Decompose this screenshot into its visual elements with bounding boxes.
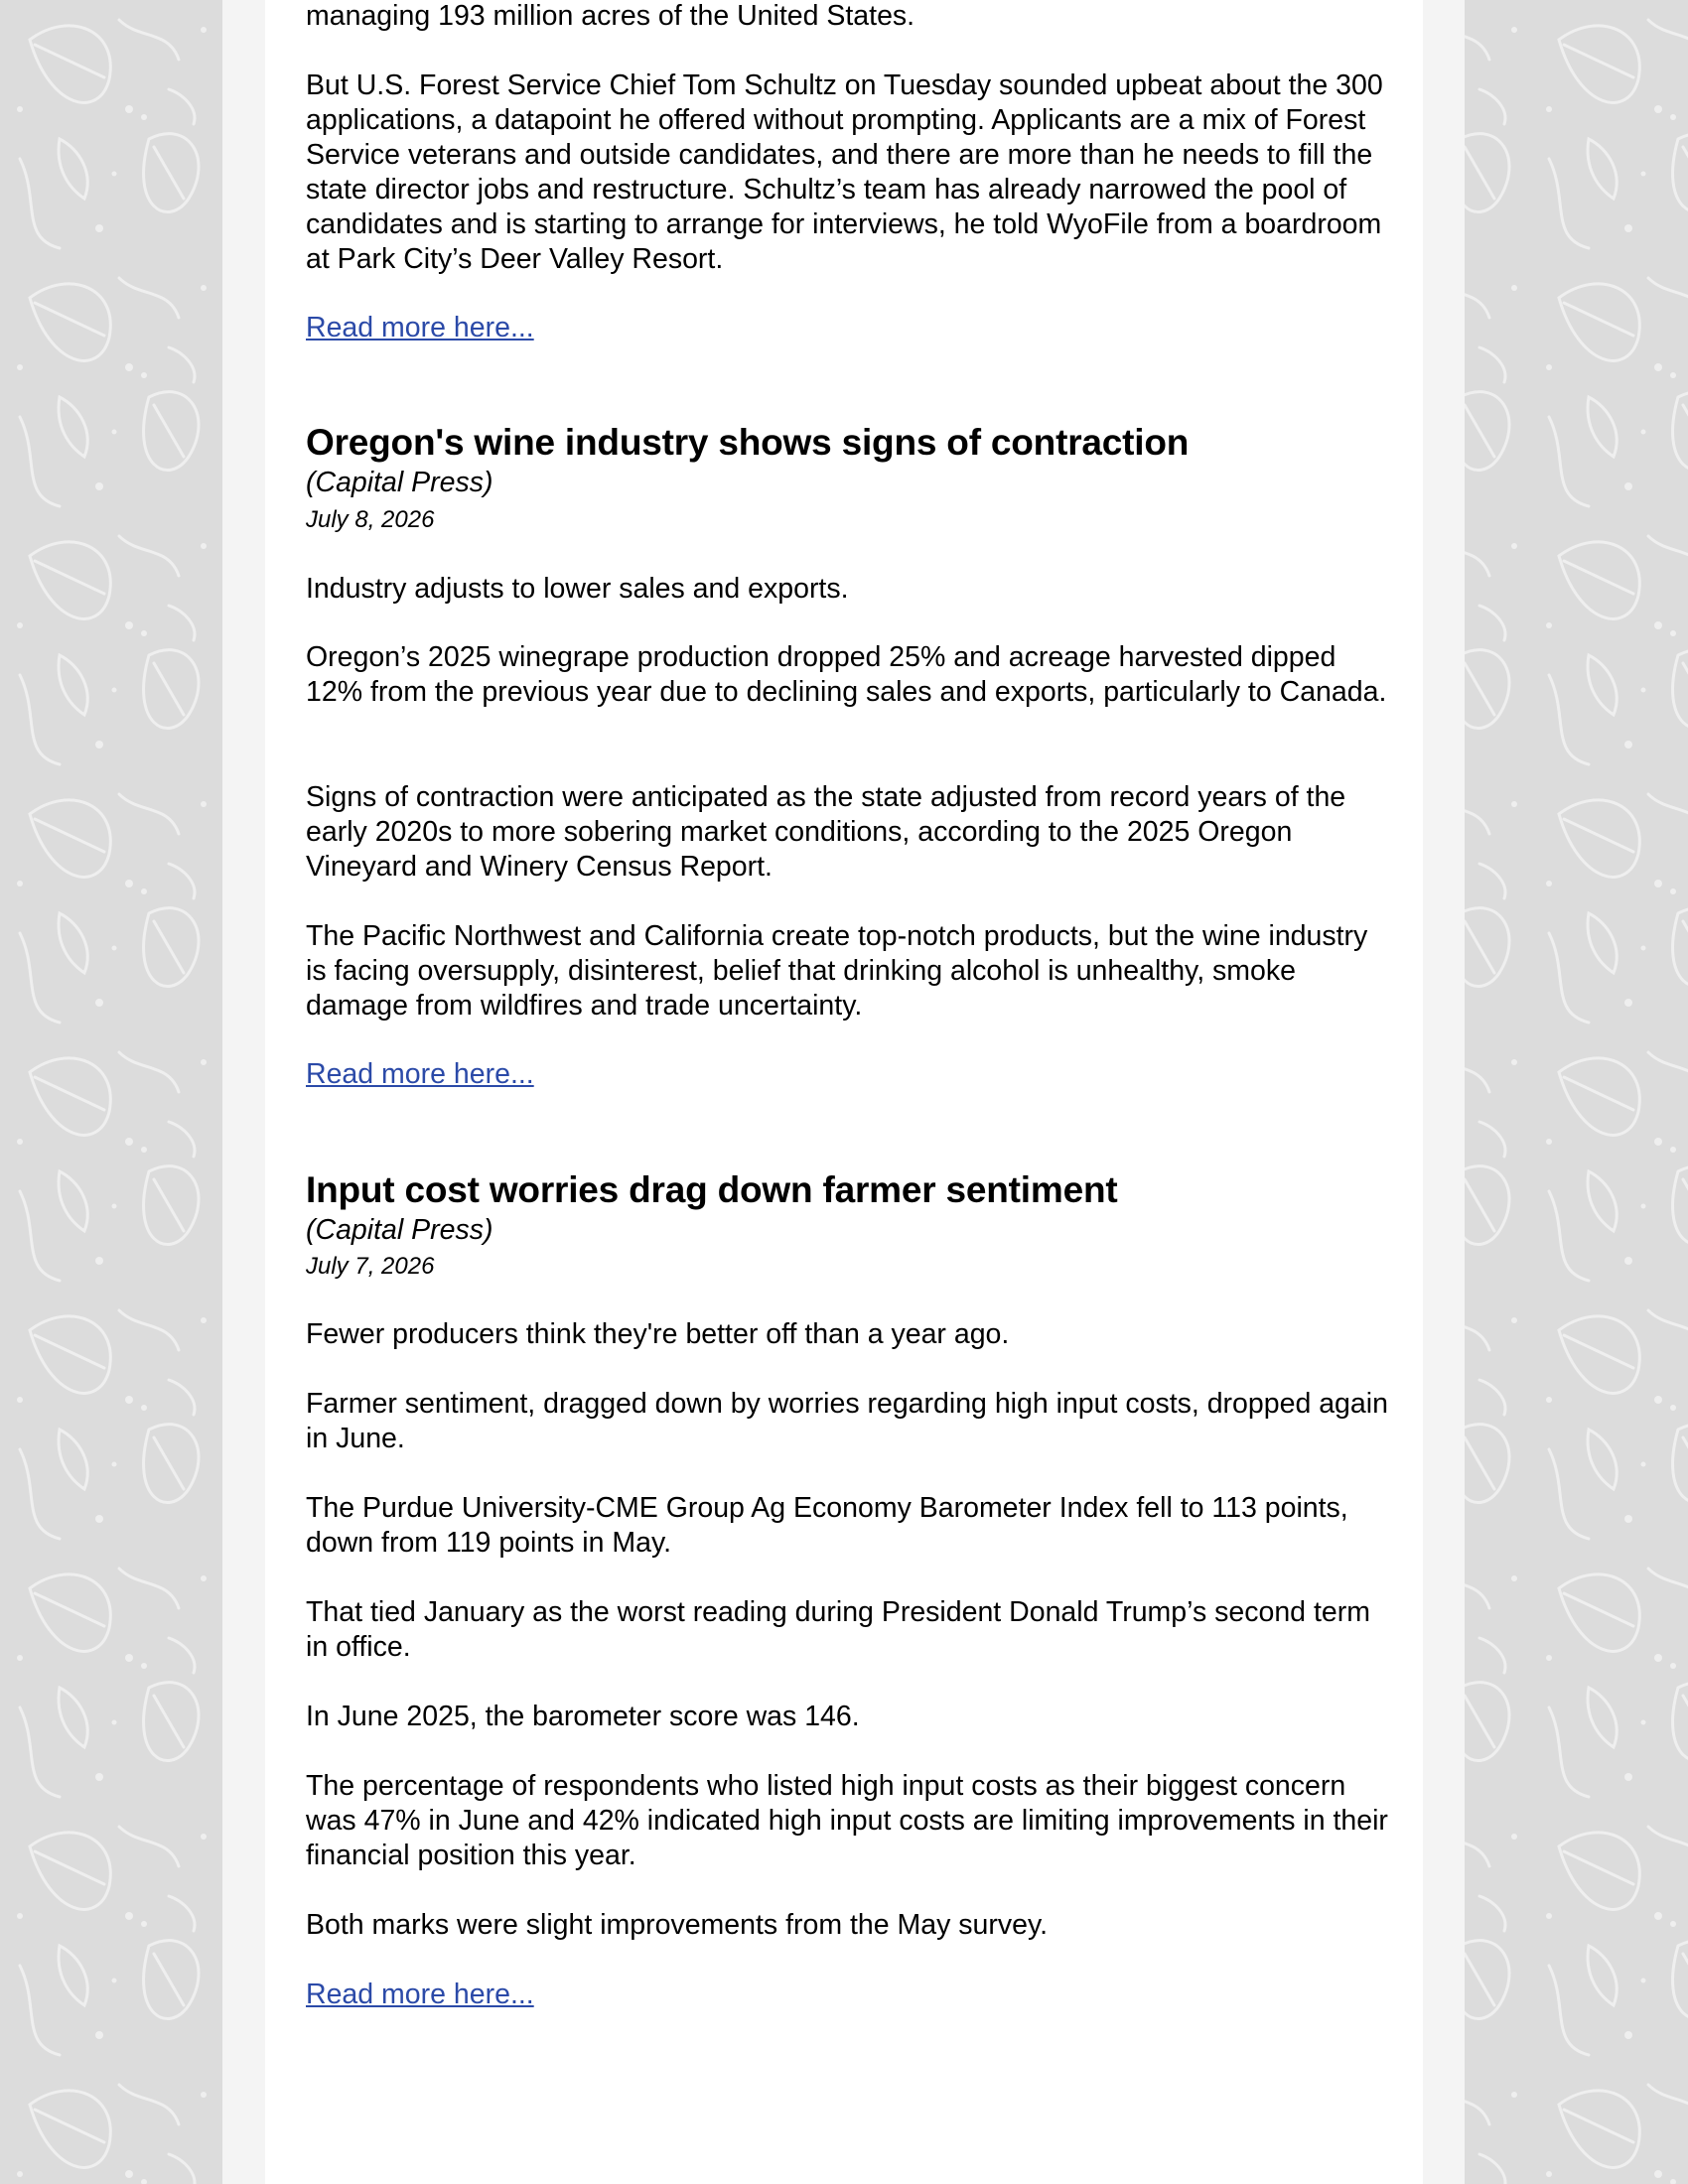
article-paragraph: The percentage of respondents who listed high input costs as their biggest concern was 47% in June and 42% indicated high input costs are limiting improvements in their financial position this year. [306,1770,1388,1871]
article-paragraph: Signs of contraction were anticipated as the state adjusted from record years of the early 2020s to more sobering market conditions, according to the 2025 Oregon Vineyard and Winery Census Report. [306,781,1346,883]
article-date: July 8, 2026 [306,506,435,533]
article-paragraph: Farmer sentiment, dragged down by worries regarding high input costs, dropped again in June. [306,1388,1388,1454]
read-more-link[interactable]: Read more here... [306,312,534,343]
article-paragraph: In June 2025, the barometer score was 146. [306,1701,860,1732]
read-more-row [306,1978,1388,2012]
newsletter-content [265,0,1423,2184]
article-paragraph: Industry adjusts to lower sales and exports. [306,573,849,605]
article-tail-text: managing 193 million acres of the United States. [306,0,915,32]
article-paragraph: The Purdue University-CME Group Ag Economy Barometer Index fell to 113 points, down from 119 points in May. [306,1492,1348,1559]
article-paragraph: Oregon’s 2025 winegrape production dropped 25% and acreage harvested dipped 12% from the previous year due to declining sales and exports, particularly to Canada. [306,641,1387,708]
read-more-row [306,311,1388,345]
article-paragraph: Fewer producers think they're better off than a year ago. [306,1318,1010,1350]
read-more-row [306,1057,1388,1092]
headline-oregon-wine: Oregon's wine industry shows signs of contraction [306,422,1190,463]
article-paragraph: But U.S. Forest Service Chief Tom Schultz on Tuesday sounded upbeat about the 300 applications, a datapoint he offered without prompting. Applicants are a mix of Forest Service veterans and outside candidates, and there are more than he needs to fill the state director jobs and restructure. Schultz’s team has already narrowed the pool of candidates and is starting to arrange for interviews, he told WyoFile from a boardroom at Park City’s Deer Valley Resort. [306,69,1383,275]
article-source: (Capital Press) [306,1214,493,1246]
article-paragraph: That tied January as the worst reading during President Donald Trump’s second term in office. [306,1596,1370,1663]
article-paragraph: Both marks were slight improvements from the May survey. [306,1909,1049,1941]
headline-farmer-sentiment: Input cost worries drag down farmer sentiment [306,1169,1118,1210]
article-date: July 7, 2026 [306,1253,435,1280]
article-paragraph: The Pacific Northwest and California create top-notch products, but the wine industry is facing oversupply, disinterest, belief that drinking alcohol is unhealthy, smoke damage from wildfires and trade uncertainty. [306,920,1368,1022]
read-more-link[interactable]: Read more here... [306,1058,534,1090]
article-source: (Capital Press) [306,467,493,498]
read-more-link[interactable]: Read more here... [306,1979,534,2010]
